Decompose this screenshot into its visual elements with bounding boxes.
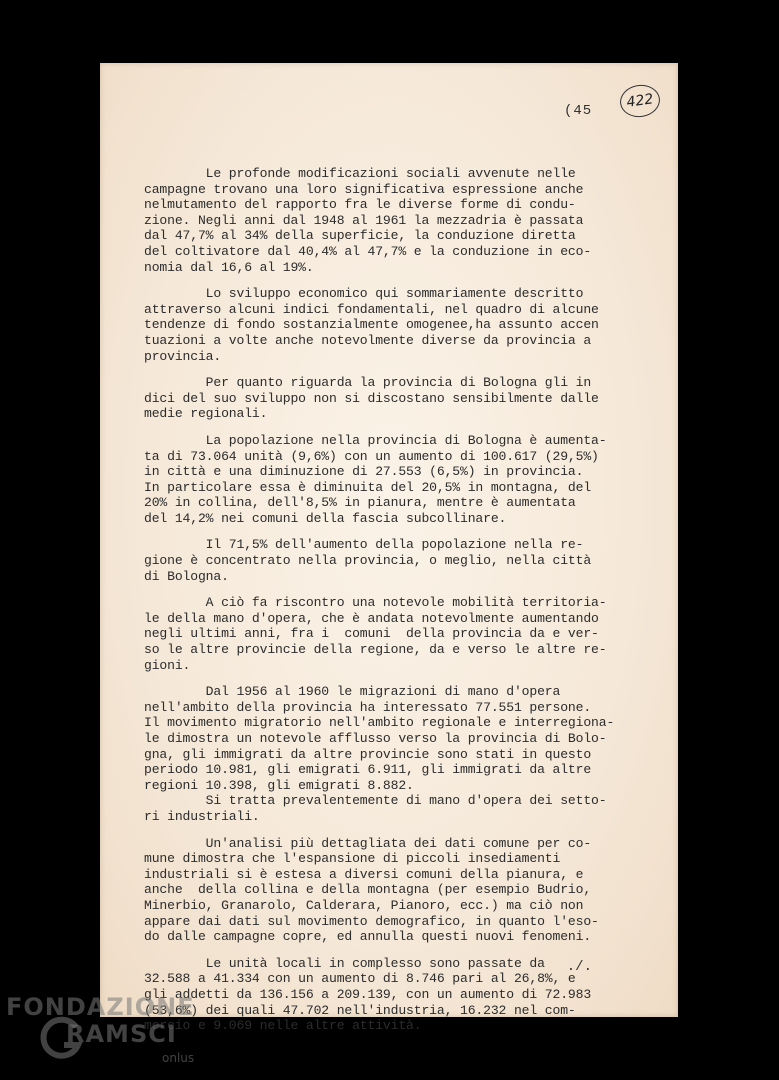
text-line: campagne trovano una loro significativa espressione anche bbox=[144, 181, 584, 197]
text-line: tuazioni a volte anche notevolmente diverse da provincia a bbox=[144, 332, 592, 348]
text-line: tendenze di fondo sostanzialmente omogenee,ha assunto accen bbox=[144, 317, 599, 333]
text-line: Dal 1956 al 1960 le migrazioni di mano d'opera bbox=[144, 684, 561, 700]
text-line: le della mano d'opera, che è andata notevolmente aumentando bbox=[144, 610, 599, 626]
watermark-line-1: FONDAZIONE bbox=[6, 993, 195, 1021]
text-line: in città e una diminuzione di 27.553 (6,5%) in provincia. bbox=[144, 464, 584, 480]
text-line: nelmutamento del rapporto fra le diverse forme di condu- bbox=[144, 197, 576, 213]
paragraph bbox=[144, 537, 649, 584]
watermark-line-2: RAMSCI bbox=[66, 1020, 177, 1048]
text-line: gli addetti da 136.156 a 209.139, con un aumento di 72.983 bbox=[144, 986, 592, 1002]
paragraph bbox=[144, 836, 649, 945]
text-line: Un'analisi più dettagliata dei dati comune per co- bbox=[144, 835, 592, 851]
paragraph bbox=[144, 166, 649, 275]
text-line: La popolazione nella provincia di Bologna è aumenta- bbox=[144, 432, 607, 448]
paragraph bbox=[144, 433, 649, 527]
text-line: Minerbio, Granarolo, Calderara, Pianoro, ecc.) ma ciò non bbox=[144, 897, 584, 913]
text-line: del 14,2% nei comuni della fascia subcollinare. bbox=[144, 510, 507, 526]
text-line: regioni 10.398, gli emigrati 8.882. bbox=[144, 777, 414, 793]
page-number: (45 bbox=[564, 103, 593, 119]
text-line: Lo sviluppo economico qui sommariamente descritto bbox=[144, 286, 584, 302]
typewritten-body bbox=[144, 166, 649, 1045]
paragraph bbox=[144, 595, 649, 673]
text-line: (53,6%) dei quali 47.702 nell'industria, 16.232 nel com- bbox=[144, 1002, 576, 1018]
text-line: zione. Negli anni dal 1948 al 1961 la mezzadria è passata bbox=[144, 212, 584, 228]
text-line: ta di 73.064 unità (9,6%) con un aumento di 100.617 (29,5%) bbox=[144, 448, 599, 464]
text-line: negli ultimi anni, fra i comuni della provincia da e ver- bbox=[144, 626, 599, 642]
text-line: Il 71,5% dell'aumento della popolazione nella re- bbox=[144, 537, 584, 553]
text-line: Si tratta prevalentemente di mano d'opera dei setto- bbox=[144, 793, 607, 809]
text-line: 20% in collina, dell'8,5% in pianura, mentre è aumentata bbox=[144, 495, 576, 511]
paragraph bbox=[144, 684, 649, 824]
text-line: periodo 10.981, gli emigrati 6.911, gli immigrati da altre bbox=[144, 762, 592, 778]
text-line: so le altre provincie della regione, da e verso le altre re- bbox=[144, 642, 607, 658]
text-line: di Bologna. bbox=[144, 568, 229, 584]
text-line: industriali si è estesa a diversi comuni della pianura, e bbox=[144, 866, 584, 882]
text-line: Le unità locali in complesso sono passate da bbox=[144, 955, 545, 971]
text-line: In particolare essa è diminuita del 20,5% in montagna, del bbox=[144, 479, 592, 495]
text-line: medie regionali. bbox=[144, 406, 268, 422]
watermark-line-3: onlus bbox=[162, 1051, 195, 1065]
text-line: provincia. bbox=[144, 348, 222, 364]
paragraph bbox=[144, 286, 649, 364]
continuation-mark: ./. bbox=[566, 959, 592, 975]
fondazione-gramsci-watermark bbox=[6, 993, 206, 1073]
text-line: Le profonde modificazioni sociali avvenute nelle bbox=[144, 166, 576, 181]
text-line: do dalle campagne copre, ed annulla questi nuovi fenomeni. bbox=[144, 929, 592, 945]
text-line: attraverso alcuni indici fondamentali, nel quadro di alcune bbox=[144, 301, 599, 317]
text-line: mune dimostra che l'espansione di piccoli insediamenti bbox=[144, 851, 561, 867]
text-line: nell'ambito della provincia ha interessato 77.551 persone. bbox=[144, 699, 592, 715]
paragraph bbox=[144, 375, 649, 422]
text-line: gione è concentrato nella provincia, o meglio, nella città bbox=[144, 553, 592, 569]
text-line: A ciò fa riscontro una notevole mobilità territoria- bbox=[144, 595, 607, 611]
text-line: mercio e 9.069 nelle altre attività. bbox=[144, 1018, 422, 1034]
text-line: 32.588 a 41.334 con un aumento di 8.746 pari al 26,8%, e bbox=[144, 971, 576, 987]
text-line: anche della collina e della montagna (per esempio Budrio, bbox=[144, 882, 592, 898]
text-line: gna, gli immigrati da altre provincie sono stati in questo bbox=[144, 746, 592, 762]
archive-stamp-number: 422 bbox=[625, 91, 655, 111]
text-line: del coltivatore dal 40,4% al 47,7% e la conduzione in eco- bbox=[144, 243, 592, 259]
text-line: Il movimento migratorio nell'ambito regionale e interregiona- bbox=[144, 715, 615, 731]
text-line: appare dai dati sul movimento demografico, in quanto l'eso- bbox=[144, 913, 599, 929]
archive-page-stamp bbox=[618, 82, 662, 119]
text-line: dici del suo sviluppo non si discostano sensibilmente dalle bbox=[144, 390, 599, 406]
text-line: dal 47,7% al 34% della superficie, la conduzione diretta bbox=[144, 228, 576, 244]
text-line: nomia dal 16,6 al 19%. bbox=[144, 259, 314, 275]
text-line: Per quanto riguarda la provincia di Bologna gli in bbox=[144, 375, 592, 391]
text-line: ri industriali. bbox=[144, 808, 260, 824]
text-line: le dimostra un notevole afflusso verso la provincia di Bolo- bbox=[144, 731, 607, 746]
text-line: gioni. bbox=[144, 657, 191, 673]
